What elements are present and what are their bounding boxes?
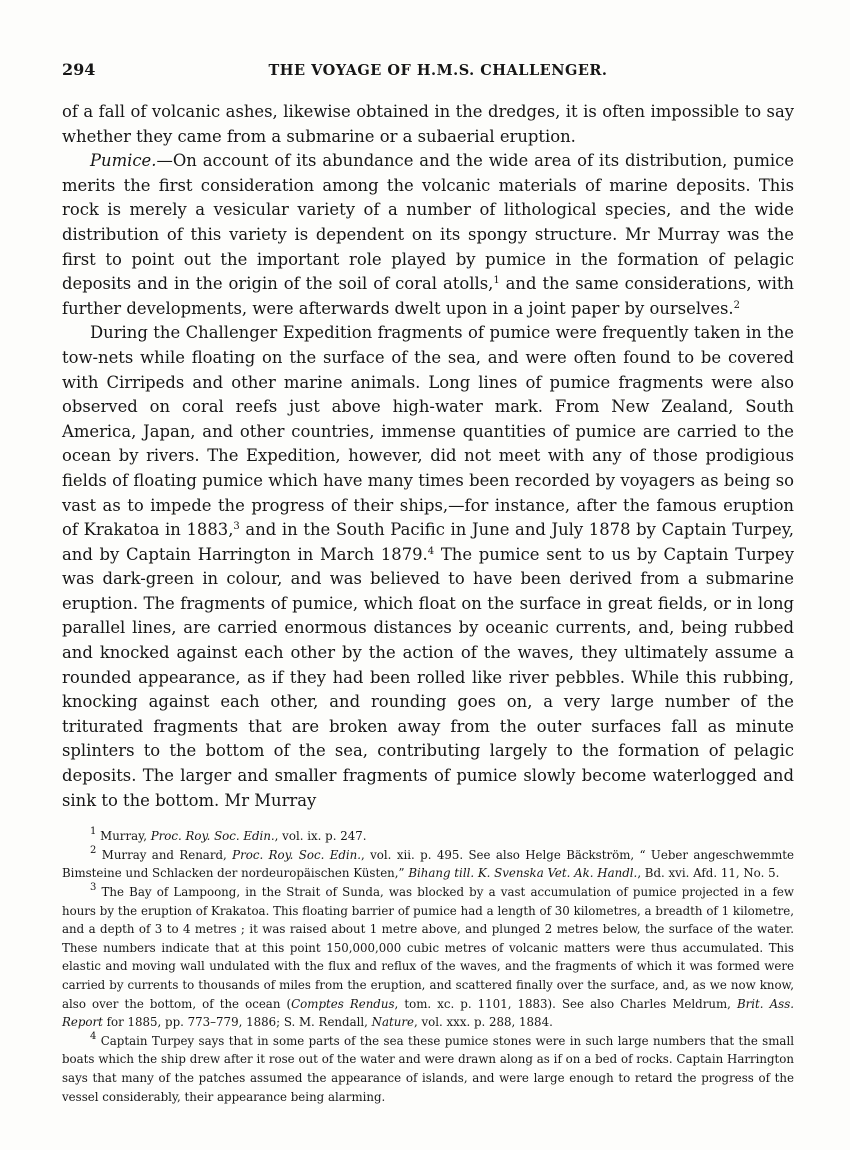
running-title: THE VOYAGE OF H.M.S. CHALLENGER.: [268, 62, 608, 79]
body-text: [62, 100, 794, 813]
page-number: 294: [62, 60, 96, 79]
footnote-1: $^1$ Murray, Proc. Roy. Soc. Edin., vol. ix. p. 247.: [90, 826, 367, 844]
section-heading: Pumice.: [90, 151, 157, 171]
footnote-ref: 3: [233, 521, 240, 533]
footnote-ref: 4: [427, 545, 435, 557]
footnote-4: $^4$ Captain Turpey says that in some parts of the sea these pumice stones were in such large numbers that the small boats which the ship drew after it rose out of the water and were drawn along as if on a bed of rocks. Captain Harrington says that many of the patches assumed the appearance of islands, and were large enough to retard the progress of the vessel considerably, their appearance being alarming.: [62, 1030, 794, 1104]
footnotes: [62, 827, 794, 1106]
paragraph-continued: of a fall of volcanic ashes, likewise obtained in the dredges, it is often impossible to say whether they came from a submarine or a subaerial eruption.: [62, 102, 794, 146]
footnote-2: $^2$ Murray and Renard, Proc. Roy. Soc. Edin., vol. xii. p. 495. See also Helge Bäckström, “ Ueber angeschwemmte Bimsteine und Schlacken der nordeuropäischen Küsten,” Bihang till. K. Svenska Vet. Ak. Handl., Bd. xvi. Afd. 11, No. 5.: [62, 844, 794, 881]
running-head: [62, 60, 794, 86]
footnote-3: $^3$ The Bay of Lampoong, in the Strait of Sunda, was blocked by a vast accumulation of pumice projected in a few hours by the eruption of Krakatoa. This floating barrier of pumice had a length of 30 kilometres, a breadth of 1 kilometre, and a depth of 3 to 4 metres ; it was raised about 1 metre above, and plunged 2 metres below, the surface of the water. These numbers indicate that at this point 150,000,000 cubic metres of volcanic matters were thus accumulated. This elastic and moving wall undulated with the flux and reflux of the waves, and the fragments of which it was formed were carried by currents to thousands of miles from the eruption, and scattered finally over the surface, and, as we now know, also over the bottom, of the ocean (Comptes Rendus, tom. xc. p. 1101, 1883). See also Charles Meldrum, Brit. Ass. Report for 1885, pp. 773–779, 1886; S. M. Rendall, Nature, vol. xxx. p. 288, 1884.: [62, 882, 794, 1030]
footnote-ref: 1: [493, 275, 500, 287]
footnote-ref: 2: [733, 299, 741, 311]
paragraph-expedition: During the Challenger Expedition fragments of pumice were frequently taken in the tow-nets while floating on the surface of the sea, and were often found to be covered with Cirripeds and other marine animals. Long lines of pumice fragments were also observed on coral reefs just above high-water mark. From New Zealand, South America, Japan, and other countries, immense quantities of pumice are carried to the ocean by rivers. The Expedition, however, did not meet with any of those prodigious fields of floating pumice which have many times been recorded by voyagers as being so vast as to impede the progress of their ships,—for instance, after the famous eruption of Krakatoa in 1883,$^3$ and in the South Pacific in June and July 1878 by Captain Turpey, and by Captain Harrington in March 1879.$^4$ The pumice sent to us by Captain Turpey was dark-green in colour, and was believed to have been derived from a submarine eruption. The fragments of pumice, which float on the surface in great fields, or in long parallel lines, are carried enormous distances by oceanic currents, and, being rubbed and knocked against each other by the action of the waves, they ultimately assume a rounded appearance, as if they had been rolled like river pebbles. While this rubbing, knocking against each other, and rounding goes on, a very large number of the triturated fragments that are broken away from the outer surfaces fall as minute splinters to the bottom of the sea, contributing largely to the formation of pelagic deposits. The larger and smaller fragments of pumice slowly become waterlogged and sink to the bottom. Mr Murray: [62, 323, 794, 810]
paragraph-pumice: Pumice.—On account of its abundance and the wide area of its distribution, pumice merits the first consideration among the volcanic materials of marine deposits. This rock is merely a vesicular variety of a number of lithological species, and the wide distribution of this variety is dependent on its spongy structure. Mr Murray was the first to point out the important role played by pumice in the formation of pelagic deposits and in the origin of the soil of coral atolls,$^1$ and the same considerations, with further developments, were afterwards dwelt upon in a joint paper by ourselves.$^2$: [62, 151, 794, 318]
